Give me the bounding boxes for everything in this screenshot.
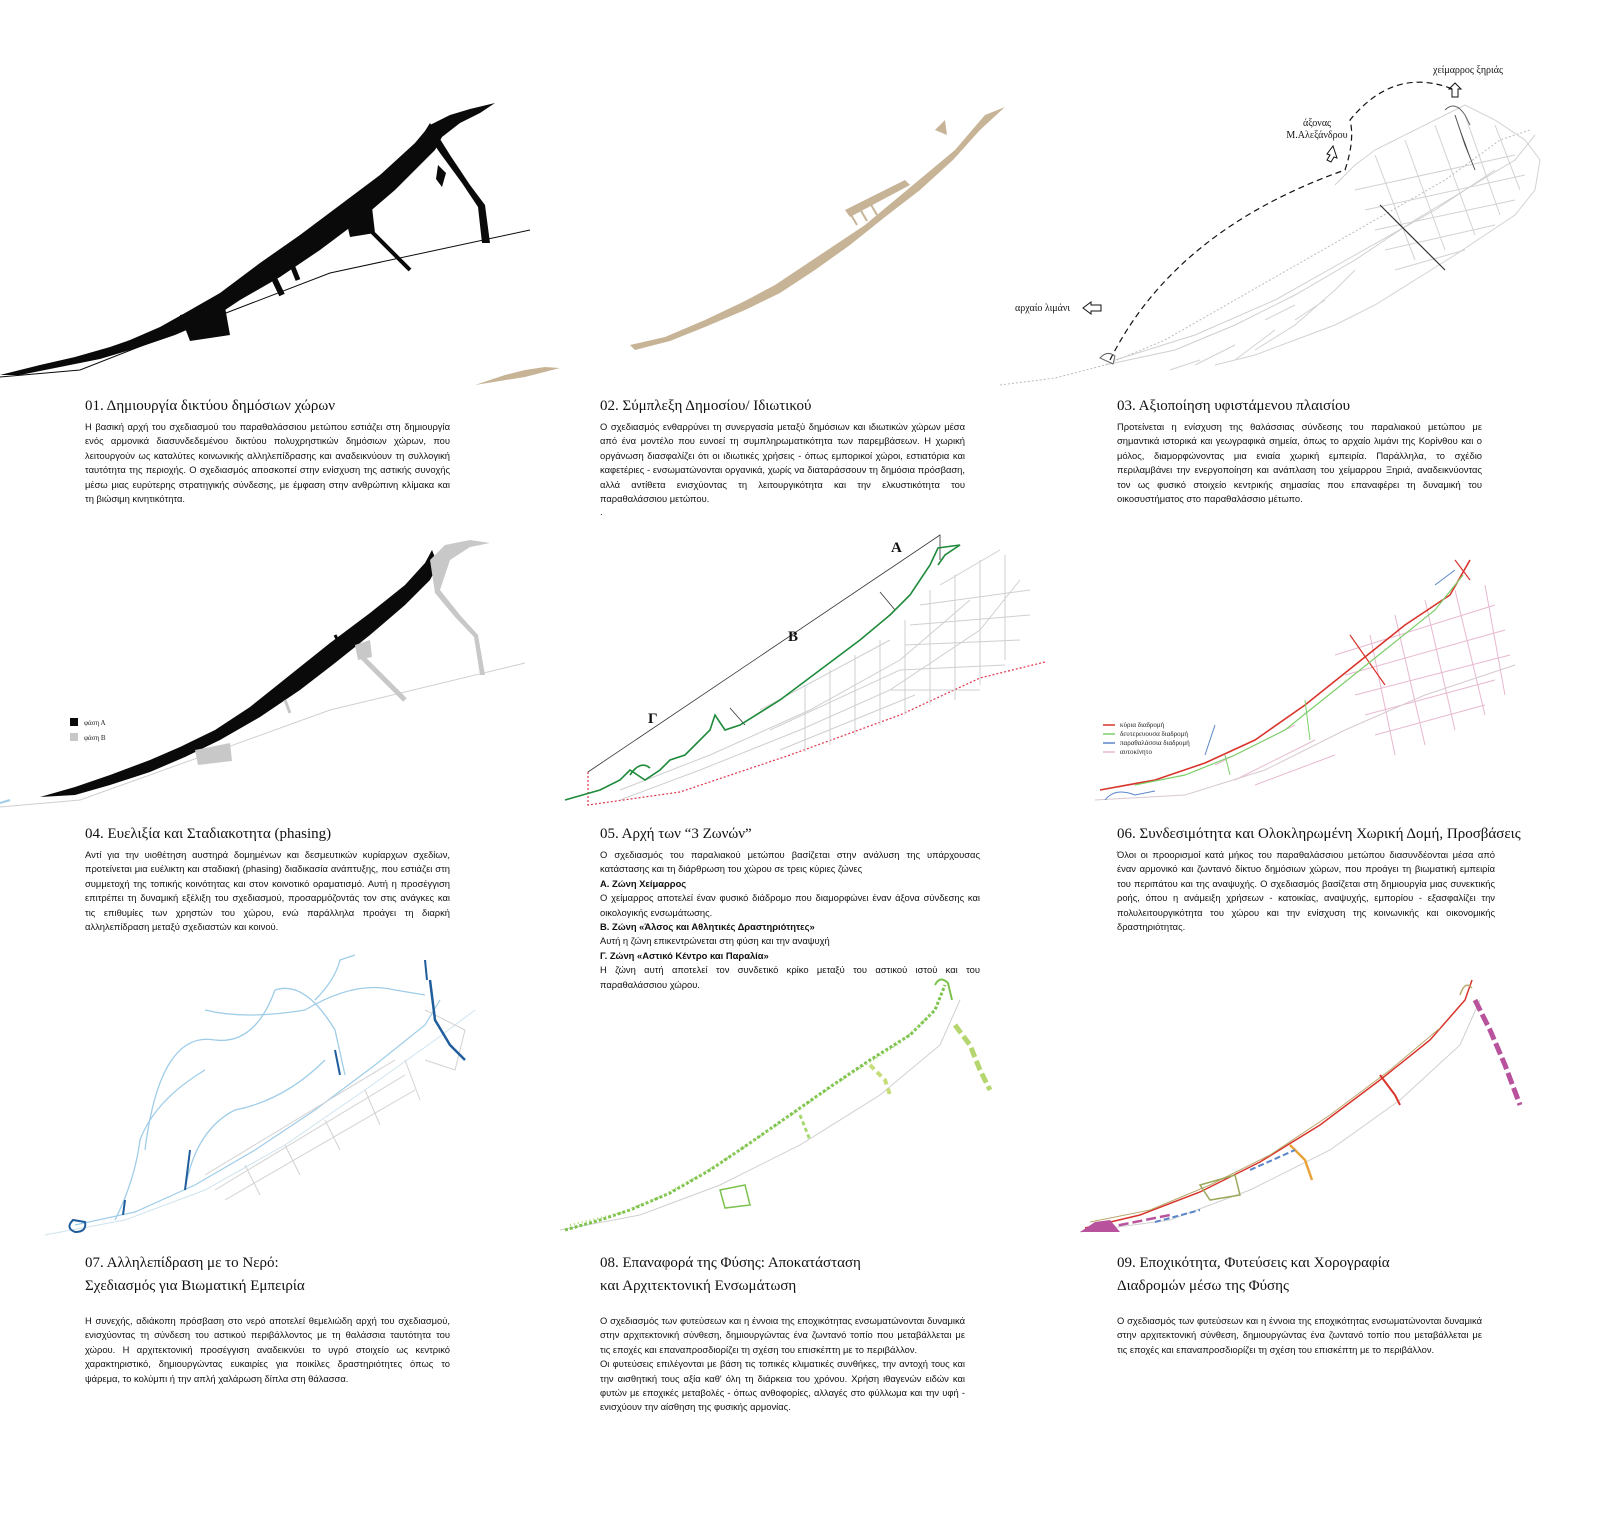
panel-07-body: Η συνεχής, αδιάκοπη πρόσβαση στο νερό αποτελεί θεμελιώδη αρχή του σχεδιασμού, ενισχύοντας τη σύνδεση του αστικού περιβάλλοντος με τη θαλάσσια ταυτότητα του χώρου. Η αρχιτεκτονική προσέγγιση αναδεικνύει το υγρό στοιχείο ως κεντρικό χαρακτηριστικό, δημιουργώντας ευκαιρίες για ποικίλες δραστηριότητες όπως το ψάρεμα, το κολύμπι ή την απλή χαλάρωση δίπλα στη θάλασσα. (85, 1315, 450, 1384)
phase-a-label: φάση Α (84, 719, 106, 727)
torrent-label: χείμαρρος ξηριάς (1433, 65, 1503, 76)
axis-arrow-icon (1327, 146, 1337, 162)
legend-coastal-route: παραθαλάσσια διαδρομή (1120, 739, 1190, 747)
legend-main-route: κύρια διαδρομή (1120, 721, 1165, 729)
panel-06-title: 06. Συνδεσιμότητα και Ολοκληρωμένη Χωρική Δομή, Προσβάσεις (1117, 826, 1521, 842)
panel-01-body: Η βασική αρχή του σχεδιασμού του παραθαλάσσιου μετώπου εστιάζει στη δημιουργία ενός αρμονικά διασυνδεδεμένου δικτύου πολυχρηστικών δημόσιων χώρων, που λειτουργούν ως καταλύτες κοινωνικής αλληλεπίδρασης και αναδεικνύουν τη συλλογική ταυτότητα της περιοχής. Ο σχεδιασμός αποσκοπεί στην ενίσχυση της αστικής συνοχής μέσω μιας ευρύτερης στρατηγικής σύνδεσης, με έμφαση στην ανθρώπινη κλίμακα και τη βιώσιμη κινητικότητα. (85, 421, 450, 505)
panel-06-body: Όλοι οι προορισμοί κατά μήκος του παραθαλάσσιου μετώπου διασυνδέονται μέσα από έναν αρμονικό και ζωντανό δίκτυο δημόσιων χώρων, που προάγει τη βιωματική εμπειρία του περιπάτου και της αναψυχής. Ο σχεδιασμός βασίζεται στη δημιουργία μιας συνεκτικής ροής, όπου η ανάμειξη χρήσεων - κατοικίας, αναψυχής, εμπορίου - εξασφαλίζει την πολυλειτουργικότητα του χώρου και την ενίσχυση της κοινωνικής και οικονομικής δραστηριότητας. (1117, 849, 1495, 933)
panel-08-body-1: Ο σχεδιασμός των φυτεύσεων και η έννοια της εποχικότητας ενσωματώνονται δυναμικά στην αρχιτεκτονική σύνθεση, δημιουργώντας ένα ζωντανό τοπίο που μεταβάλλεται με τις εποχές και επαναπροσδιορίζει τη σχέση του επισκέπτη με το περιβάλλον. (600, 1315, 965, 1355)
legend-secondary-route: δευτερευουσα διαδρομή (1120, 730, 1189, 738)
zone-b-text: Αυτή η ζώνη επικεντρώνεται στη φύση και την αναψυχή (600, 935, 830, 947)
zone-c-text: Η ζώνη αυτή αποτελεί τον συνδετικό κρίκο μεταξύ του αστικού ιστού και του παραθαλάσσιου χώρου. (600, 964, 980, 990)
phase-b-swatch (70, 733, 78, 741)
map-04-phasing (0, 535, 540, 810)
panel-08-body-2: Οι φυτεύσεις επιλέγονται με βάση τις τοπικές κλιματικές συνθήκες, την αντοχή τους και την αισθητική τους αξία καθ' όλη τη διάρκεια του χρόνου. Χρήση ιθαγενών ειδών και φυτών με εποχικές μεταβολές - όπως ανθοφορίες, αλλαγές στο φύλλωμα και την υφή - ενισχύουν την αίσθηση της φυσικής αρμονίας. (600, 1358, 965, 1413)
zone-c-heading: Γ. Ζώνη «Αστικό Κέντρο και Παραλία» (600, 949, 769, 961)
panel-02-title: 02. Σύμπλεξη Δημοσίου/ Ιδιωτικού (600, 398, 812, 414)
zone-b-heading: Β. Ζώνη «Άλσος και Αθλητικές Δραστηριότητες» (600, 921, 815, 933)
axis-label-line1: άξονας (1302, 118, 1332, 129)
axis-label-line2: Μ.Αλεξάνδρου (1286, 130, 1348, 141)
panel-09-title-line2: Διαδρομών μέσω της Φύσης (1117, 1278, 1289, 1294)
panel-08-title-line2: και Αρχιτεκτονική Ενσωμάτωση (600, 1278, 797, 1294)
map-08-nature-restoration (560, 975, 1020, 1235)
phase-a-swatch (70, 718, 78, 726)
panel-09-body: Ο σχεδιασμός των φυτεύσεων και η έννοια της εποχικότητας ενσωματώνονται δυναμικά στην αρχιτεκτονική σύνθεση, δημιουργώντας ένα ζωντανό τοπίο που μεταβάλλεται με τις εποχές και επαναπροσδιορίζει τη σχέση του επισκέπτη με το περιβάλλον. (1117, 1315, 1482, 1355)
panel-05-intro: Ο σχεδιασμός του παραλιακού μετώπου βασίζεται στην ανάλυση της υπάρχουσας κατάστασης και τη διάρθρωση του χώρου σε τρεις κύριες ζώνες (600, 849, 980, 875)
panel-07-title-line1: 07. Αλληλεπίδραση με το Νερό: (85, 1255, 279, 1271)
panel-04-body: Αντί για την υιοθέτηση αυστηρά δομημένων και δεσμευτικών κυρίαρχων σχεδίων, προτείνεται μια ευέλικτη και σταδιακή (phasing) διαδικασία ανάπτυξης, που εστιάζει στη συμμετοχή της τοπικής κοινότητας και στον κοινοτικό οραματισμό. Αυτή η προσέγγιση επιτρέπει τη δυναμική εξέλιξη του σχεδιασμού, προσαρμόζοντάς τον στις ανάγκες και τις επιθυμίες των χρηστών του χώρου, ενώ παράλληλα προάγει τη διαρκή αλληλεπίδραση μεταξύ σχεδιαστών και κοινού. (85, 849, 450, 933)
panel-07-title-line2: Σχεδιασμός για Βιωματική Εμπειρία (85, 1278, 305, 1294)
zone-a-label: Α (891, 540, 902, 556)
zone-b-label: Β (788, 629, 799, 645)
panel-03-body: Προτείνεται η ενίσχυση της θαλάσσιας σύνδεσης του παραλιακού μετώπου με σημαντικά ιστορικά και γεωγραφικά σημεία, όπως το αρχαίο λιμάνι της Κορίνθου και ο μόλος, διαμορφώνοντας μια ενιαία χωρική εμπειρία. Παράλληλα, το σχέδιο περιλαμβάνει την ενεργοποίηση και ανάπλαση του χείμαρρου Ξηριά, αναδεικνύοντας τον ως φυσικό στοιχείο κεντρικής σημασίας που επαναφέρει τη δυναμική του οικοσυστήματος στο παραθαλάσσιο μέτωπο. (1117, 421, 1482, 505)
torrent-arrow-icon (1449, 83, 1461, 97)
panel-08-body (600, 1314, 965, 1415)
zone-c-label: Γ (648, 711, 658, 727)
map-03-existing-framework (995, 60, 1595, 390)
port-arrow-icon (1083, 302, 1101, 314)
panel-01-title: 01. Δημιουργία δικτύου δημόσιων χώρων (85, 398, 336, 414)
panel-03-title: 03. Αξιοποίηση υφιστάμενου πλαισίου (1117, 398, 1351, 414)
map-02-public-private (465, 105, 1015, 390)
panel-02-body: Ο σχεδιασμός ενθαρρύνει τη συνεργασία μεταξύ δημόσιων και ιδιωτικών χώρων μέσα από ένα μοντέλο που ευνοεί τη συμπληρωματικότητα των παρεμβάσεων. Η χωρική οργάνωση διασφαλίζει ότι οι ιδιωτικές χρήσεις - όπως εμπορικοί χώροι, εστιατόρια και καφετέριες - ενσωματώνονται οργανικά, χωρίς να διαταράσσουν τη δημόσια πρόσβαση, αλλά αντίθετα ενισχύοντας τη λειτουργικότητα και την ελκυστικότητα του παραθαλάσσιου μετώπου. (600, 421, 965, 505)
map-06-connectivity (1095, 555, 1515, 805)
map-05-three-zones (560, 530, 1050, 815)
map-09-seasonality (1080, 970, 1530, 1240)
panel-05-title: 05. Αρχή των “3 Ζωνών” (600, 826, 752, 842)
panel-05-body (600, 848, 980, 992)
phase-b-label: φάση Β (84, 734, 106, 742)
zone-a-text: Ο χείμαρρος αποτελεί έναν φυσικό διάδρομο που διαμορφώνει έναν άξονα σύνδεσης και οικολογικής ενσωμάτωσης. (600, 892, 980, 918)
legend-car: αυτοκίνητο (1120, 748, 1152, 756)
panel-08-title-line1: 08. Επαναφορά της Φύσης: Αποκατάσταση (600, 1255, 861, 1271)
panel-04-title: 04. Ευελιξία και Σταδιακοτητα (phasing) (85, 826, 332, 842)
map-07-water (45, 950, 485, 1240)
map-01-public-space-network (0, 95, 540, 395)
panel-02-trailing: . (600, 506, 603, 517)
ancient-port-label: αρχαίο λιμάνι (1015, 303, 1071, 314)
panel-09-title-line1: 09. Εποχικότητα, Φυτεύσεις και Χορογραφία (1117, 1255, 1390, 1271)
zone-a-heading: Α. Ζώνη Χείμαρρος (600, 877, 687, 889)
